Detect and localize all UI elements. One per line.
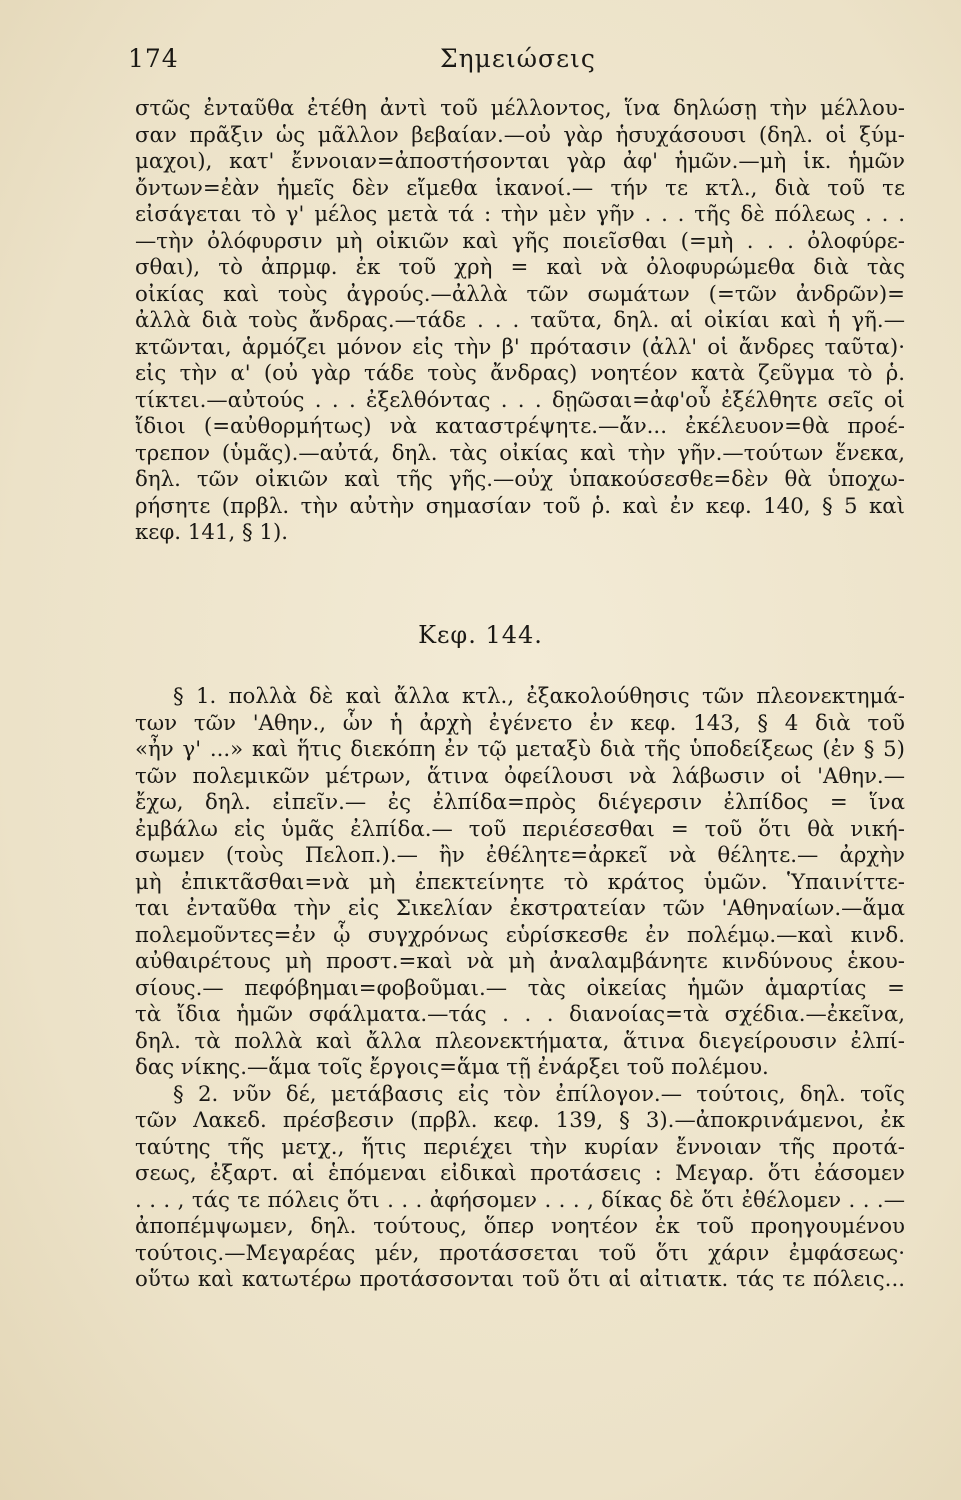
- text-line: αὐθαιρέτους μὴ προστ.=καὶ νὰ μὴ ἀναλαμβάνητε κινδύνους ἑκου-: [135, 949, 905, 974]
- paragraph-first-line: § 2. νῦν δέ, μετάβασις εἰς τὸν ἐπίλογον.— τούτοις, δηλ. τοῖς: [173, 1081, 905, 1107]
- text-line: εἰσάγεται τὸ γ' μέλος μετὰ τά : τὴν μὲν γῆν . . . τῆς δὲ πόλεως . . .: [135, 202, 905, 227]
- text-line: δας νίκης.—ἅμα τοῖς ἔργοις=ἅμα τῇ ἐνάρξει τοῦ πολέμου.: [135, 1055, 769, 1080]
- notes-block-continued: [135, 96, 905, 547]
- text-line: κεφ. 141, § 1).: [135, 520, 289, 545]
- notes-block-chapter-144: [135, 684, 905, 1294]
- text-line: ἀποπέμψωμεν, δηλ. τούτους, ὅπερ νοητέον ἐκ τοῦ προηγουμένου: [135, 1214, 905, 1239]
- text-line: ἴδιοι (=αὐθορμήτως) νὰ καταστρέψητε.—ἄν... ἐκέλευον=θὰ προέ-: [135, 414, 905, 439]
- text-line: τίκτει.—αὐτούς . . . ἐξελθόντας . . . δῃῶσαι=ἀφ'οὗ ἐξέλθητε σεῖς οἱ: [135, 387, 905, 413]
- text-line: των τῶν 'Αθην., ὧν ἡ ἀρχὴ ἐγένετο ἐν κεφ. 143, § 4 διὰ τοῦ: [135, 710, 905, 736]
- text-line: σεως, ἐξαρτ. αἱ ἑπόμεναι εἰδικαὶ προτάσεις : Μεγαρ. ὅτι ἐάσομεν: [135, 1161, 905, 1186]
- text-line: μὴ ἐπικτᾶσθαι=νὰ μὴ ἐπεκτείνητε τὸ κράτος ὑμῶν. Ὑπαινίττε-: [135, 869, 905, 895]
- text-line: οἰκίας καὶ τοὺς ἀγρούς.—ἀλλὰ τῶν σωμάτων (=τῶν ἀνδρῶν)=: [135, 281, 905, 307]
- text-line: πολεμοῦντες=ἐν ᾧ συγχρόνως εὑρίσκεσθε ἐν πολέμῳ.—καὶ κινδ.: [135, 922, 905, 948]
- text-line: ταύτης τῆς μετχ., ἥτις περιέχει τὴν κυρίαν ἔννοιαν τῆς προτά-: [135, 1134, 905, 1160]
- text-line: οὕτω καὶ κατωτέρω προτάσσονται τοῦ ὅτι αἱ αἰτιατκ. τάς τε πόλεις...: [135, 1267, 905, 1292]
- text-line: κτῶνται, ἁρμόζει μόνον εἰς τὴν β' πρότασιν (ἀλλ' οἱ ἄνδρες ταῦτα)·: [135, 334, 905, 360]
- text-line: δηλ. τὰ πολλὰ καὶ ἄλλα πλεονεκτήματα, ἅτινα διεγείρουσιν ἐλπί-: [135, 1028, 905, 1054]
- text-line: —τὴν ὀλόφυρσιν μὴ οἰκιῶν καὶ γῆς ποιεῖσθαι (=μὴ . . . ὀλοφύρε-: [135, 228, 905, 254]
- text-line: τὰ ἴδια ἡμῶν σφάλματα.—τάς . . . διανοίας=τὰ σχέδια.—ἐκεῖνα,: [135, 1002, 905, 1027]
- chapter-heading: Κεφ. 144.: [418, 621, 543, 649]
- text-line: ὄντων=ἐὰν ἡμεῖς δὲν εἴμεθα ἱκανοί.— τήν τε κτλ., διὰ τοῦ τε: [135, 175, 905, 201]
- text-line: ται ἐνταῦθα τὴν εἰς Σικελίαν ἐκστρατείαν τῶν 'Αθηναίων.—ἅμα: [135, 896, 905, 921]
- text-line: τρεπον (ὑμᾶς).—αὐτά, δηλ. τὰς οἰκίας καὶ τὴν γῆν.—τούτων ἕνεκα,: [135, 440, 905, 466]
- page-number: 174: [128, 44, 179, 73]
- text-line: μαχοι), κατ' ἔννοιαν=ἀποστήσονται γὰρ ἀφ' ἡμῶν.—μὴ ἱκ. ἡμῶν: [135, 149, 905, 174]
- text-line: ἔχω, δηλ. εἰπεῖν.— ἐς ἐλπίδα=πρὸς διέγερσιν ἐλπίδος = ἵνα: [135, 790, 905, 815]
- paragraph-first-line: § 1. πολλὰ δὲ καὶ ἄλλα κτλ., ἐξακολούθησις τῶν πλεονεκτημά-: [173, 684, 905, 709]
- text-line: σίους.— πεφόβημαι=φοβοῦμαι.— τὰς οἰκείας ἡμῶν ἁμαρτίας =: [135, 975, 905, 1001]
- text-line: ἀλλὰ διὰ τοὺς ἄνδρας.—τάδε . . . ταῦτα, δηλ. αἱ οἰκίαι καὶ ἡ γῆ.—: [135, 308, 905, 333]
- running-head: Σημειώσεις: [440, 44, 596, 73]
- text-line: στῶς ἐνταῦθα ἐτέθη ἀντὶ τοῦ μέλλοντος, ἵνα δηλώσῃ τὴν μέλλου-: [135, 96, 905, 121]
- text-line: ἐμβάλω εἰς ὑμᾶς ἐλπίδα.— τοῦ περιέσεσθαι = τοῦ ὅτι θὰ νική-: [135, 816, 905, 842]
- text-line: δηλ. τῶν οἰκιῶν καὶ τῆς γῆς.—οὐχ ὑπακούσεσθε=δὲν θὰ ὑποχω-: [135, 467, 905, 492]
- text-line: τῶν πολεμικῶν μέτρων, ἅτινα ὀφείλουσι νὰ λάβωσιν οἱ 'Αθην.—: [135, 763, 905, 789]
- text-line: τούτοις.—Μεγαρέας μέν, προτάσσεται τοῦ ὅτι χάριν ἐμφάσεως·: [135, 1240, 905, 1266]
- text-line: τῶν Λακεδ. πρέσβεσιν (πρβλ. κεφ. 139, § 3).—ἀποκρινάμενοι, ἐκ: [135, 1108, 905, 1133]
- text-line: σωμεν (τοὺς Πελοπ.).— ἢν ἐθέλητε=ἀρκεῖ νὰ θέλητε.— ἀρχὴν: [135, 843, 905, 868]
- text-line: σθαι), τὸ ἀπρμφ. ἐκ τοῦ χρὴ = καὶ νὰ ὀλοφυρώμεθα διὰ τὰς: [135, 255, 905, 280]
- text-line: «ἦν γ' ...» καὶ ἥτις διεκόπη ἐν τῷ μεταξὺ διὰ τῆς ὑποδείξεως (ἐν § 5): [135, 737, 905, 762]
- text-line: σαν πρᾶξιν ὡς μᾶλλον βεβαίαν.—οὐ γὰρ ἡσυχάσουσι (δηλ. οἱ ξύμ-: [135, 122, 905, 148]
- text-line: ρήσητε (πρβλ. τὴν αὐτὴν σημασίαν τοῦ ῥ. καὶ ἐν κεφ. 140, § 5 καὶ: [135, 493, 905, 519]
- text-line: εἰς τὴν α' (οὐ γὰρ τάδε τοὺς ἄνδρας) νοητέον κατὰ ζεῦγμα τὸ ῥ.: [135, 361, 905, 386]
- text-line: . . . , τάς τε πόλεις ὅτι . . . ἀφήσομεν . . . , δίκας δὲ ὅτι ἐθέλομεν . . .—: [135, 1187, 905, 1213]
